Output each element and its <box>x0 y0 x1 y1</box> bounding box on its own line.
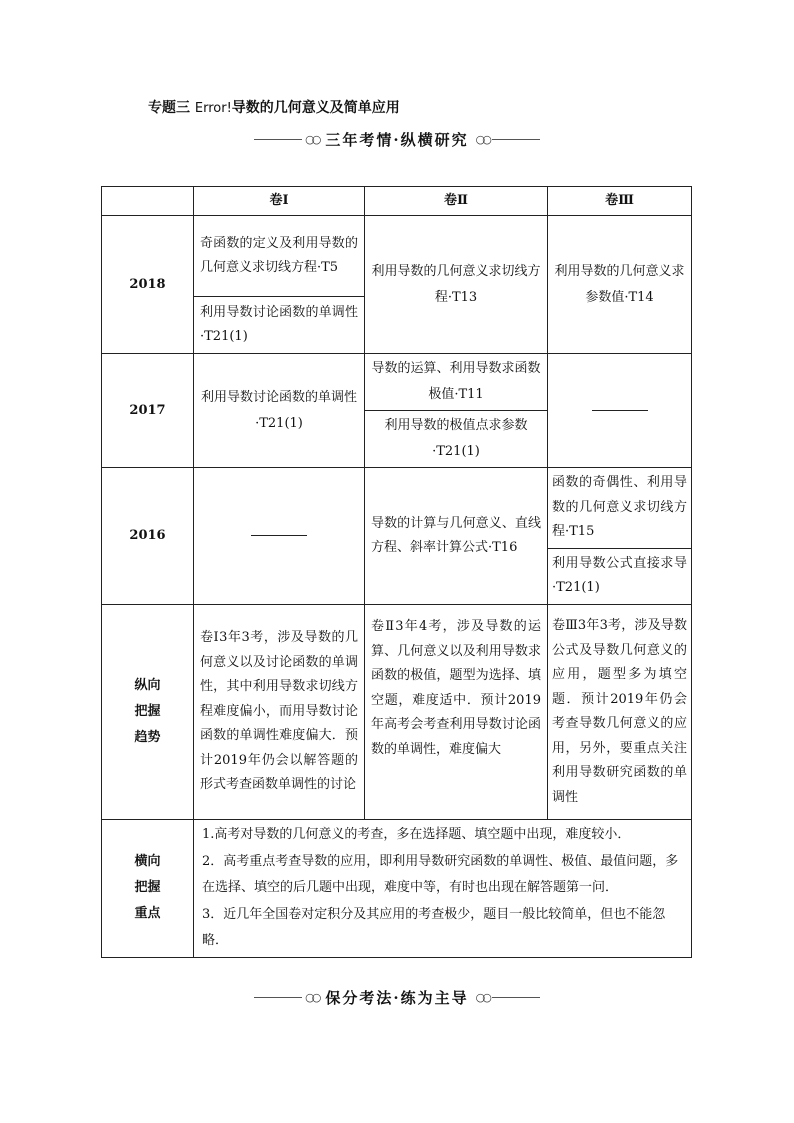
label-line: 重点 <box>134 906 161 922</box>
table-cell: 利用导数讨论函数的单调性·T21(1) <box>194 354 365 468</box>
table-cell: 利用导数的极值点求参数·T21(1) <box>365 411 548 468</box>
table-cell: 利用导数的几何意义求参数值·T14 <box>548 216 692 354</box>
table-cell-empty <box>194 468 365 605</box>
exam-analysis-table <box>101 186 692 958</box>
focus-item: 3．近几年全国卷对定积分及其应用的考查极少，题目一般比较简单，但也不能忽略． <box>202 906 666 948</box>
divider <box>492 139 540 140</box>
table-cell: 利用导数讨论函数的单调性·T21(1) <box>194 297 365 354</box>
table-cell: 导数的计算与几何意义、直线方程、斜率计算公式·T16 <box>365 468 548 605</box>
label-line: 把握 <box>134 704 161 719</box>
table-cell: 利用导数的几何意义求切线方程·T13 <box>365 216 548 354</box>
focus-content <box>194 820 692 958</box>
trend-cell: 卷Ⅲ3年3考，涉及导数公式及导数几何意义的应用，题型多为填空题．预计2019年仍会考查导数几何意义的应用，另外，要重点关注利用导数研究函数的单调性 <box>548 605 692 820</box>
page-title <box>148 97 400 117</box>
focus-label <box>102 820 194 958</box>
column-header: 卷Ⅰ <box>194 187 365 216</box>
table-cell: 奇函数的定义及利用导数的几何意义求切线方程·T5 <box>194 216 365 297</box>
divider <box>254 997 302 998</box>
banner-text: 保分考法·练为主导 <box>325 988 469 1007</box>
trend-cell: 卷Ⅰ3年3考，涉及导数的几何意义以及讨论函数的单调性，其中利用导数求切线方程难度偏小，而用导数讨论函数的单调性难度偏大．预计2019年仍会以解答题的形式考查函数单调性的讨论 <box>194 605 365 820</box>
section-banner-top <box>0 127 794 151</box>
trend-label <box>102 605 194 820</box>
focus-item: 2．高考重点考查导数的应用，即利用导数研究函数的单调性、极值、最值问题，多在选择、填空的后几题中出现，难度中等，有时也出现在解答题第一问． <box>202 853 679 895</box>
focus-item: 1.高考对导数的几何意义的考查，多在选择题、填空题中出现，难度较小． <box>202 827 631 842</box>
label-line: 纵向 <box>134 678 161 693</box>
ornament-icon: ○○ <box>305 990 319 1004</box>
year-cell: 2016 <box>102 468 194 605</box>
ornament-icon: ○○ <box>475 990 489 1004</box>
title-main: 导数的几何意义及简单应用 <box>231 100 400 116</box>
year-cell: 2017 <box>102 354 194 468</box>
label-line: 趋势 <box>134 730 161 745</box>
table-cell-empty <box>548 354 692 468</box>
empty-dash <box>251 535 307 536</box>
ornament-icon: ○○ <box>475 132 489 146</box>
table-cell: 导数的运算、利用导数求函数极值·T11 <box>365 354 548 411</box>
empty-dash <box>592 410 648 411</box>
label-line: 横向 <box>134 854 161 870</box>
trend-cell: 卷Ⅱ3年4考，涉及导数的运算、几何意义以及利用导数求函数的极值，题型为选择、填空题，难度适中．预计2019年高考会考查利用导数讨论函数的单调性，难度偏大 <box>365 605 548 820</box>
section-banner-bottom <box>0 985 794 1009</box>
column-header: 卷Ⅱ <box>365 187 548 216</box>
title-prefix: 专题三 <box>148 100 190 116</box>
header-blank <box>102 187 194 216</box>
table-cell: 函数的奇偶性、利用导数的几何意义求切线方程·T15 <box>548 468 692 549</box>
divider <box>492 997 540 998</box>
year-cell: 2018 <box>102 216 194 354</box>
column-header: 卷Ⅲ <box>548 187 692 216</box>
banner-text: 三年考情·纵横研究 <box>325 130 469 149</box>
label-line: 把握 <box>134 880 161 896</box>
table-cell: 利用导数公式直接求导·T21(1) <box>548 548 692 604</box>
ornament-icon: ○○ <box>305 132 319 146</box>
divider <box>254 139 302 140</box>
title-error-text: Error! <box>194 101 232 116</box>
